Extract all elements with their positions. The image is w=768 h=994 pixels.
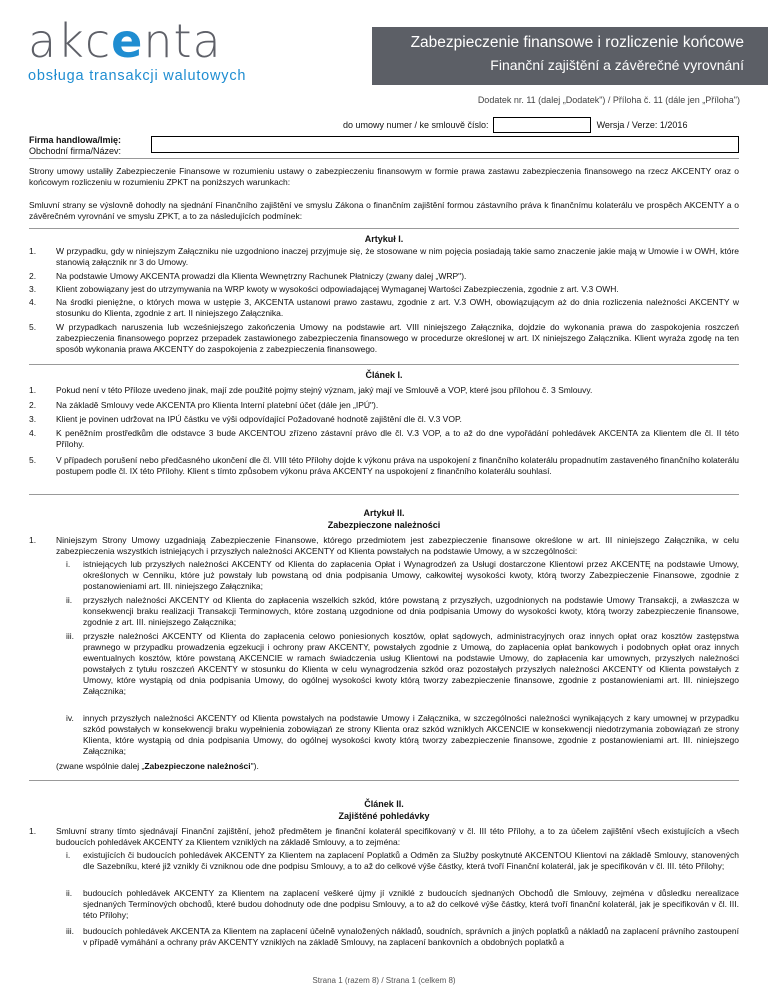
list-item: 1. Smluvní strany tímto sjednávají Finanční zajištění, jehož předmětem je finanční kolaterál specifikovaný v čl. III této Přílohy, a to za účelem zajištění všech existujících a všech budoucích pohledávek AKCENTY za Klientem vzniklých na základě Smlouvy, a to zejména: [29, 826, 739, 847]
version-label: Wersja / Verze: 1/2016 [596, 120, 688, 130]
contract-number-row [343, 117, 687, 133]
list-item: 1. Pokud není v této Příloze uvedeno jinak, mají zde použité pojmy stejný význam, jaký mají ve Smlouvě a VOP, které jsou přílohou č. 3 Smlouvy. [29, 385, 593, 395]
sub-item: ii. budoucích pohledávek AKCENTY za Klientem na zaplacení veškeré újmy jí vzniklé z budoucích sjednaných Obchodů dle Smlouvy, zejména v důsledku nerealizace sjednaných Termínových obchodů, které budou dohodnuty ode dne podpisu Smlouvy, a to až do celkové výše částky, která tvoří finanční kolaterál, jak je specifikován v čl. III. této Přílohy; [66, 888, 739, 920]
divider [29, 780, 739, 781]
list-item: 3. Klient zobowiązany jest do utrzymywania na WRP kwoty w wysokości odpowiadającej Wymaganej Wartości Zabezpieczenia, zgodnie z art. V.3 OWH. [29, 284, 619, 294]
intro-pl: Strony umowy ustaliły Zabezpieczenie Finansowe w rozumieniu ustawy o zabezpieczeniu finansowym w formie prawa zastawu zabezpieczenia finansowego na rzecz AKCENTY oraz o końcowym rozliczeniu w rozumieniu ZPKT na poniższych warunkach: [29, 166, 739, 187]
sub-item: iii. budoucích pohledávek AKCENTA za Klientem na zaplacení účelně vynaložených nákladů, soudních, správních a jiných poplatků a nákladů na zaplacení právního zastoupení v případě vymáhání a ochrany práv AKCENTY vzniklých na základě Smlouvy, na zaplacení bankovních a obdobných poplatků a [66, 926, 739, 947]
list-item: 2. Na podstawie Umowy AKCENTA prowadzi dla Klienta Wewnętrzny Rachunek Płatniczy (zwany dalej „WRP"). [29, 271, 467, 281]
list-item: 2. Na základě Smlouvy vede AKCENTA pro Klienta Interní platební účet (dále jen „IPÚ"). [29, 400, 379, 410]
article-2-pl-title: Artykuł II. [363, 508, 405, 518]
list-item: 5. V případech porušení nebo předčasného ukončení dle čl. VIII této Přílohy dojde k výkonu práva na uspokojení z finančního kolaterálu propadnutím zastaveného finančního kolaterálu postupem podle čl. IX této Přílohy. Klient s tímto způsobem výkonu práva AKCENTY na uspokojení z finančního kolaterálu souhlasí. [29, 455, 739, 476]
firm-label: Firma handlowa/Imię: Obchodní firma/Název: [29, 135, 122, 156]
sub-item: ii. przyszłych należności AKCENTY od Klienta do zapłacenia wszelkich szkód, które powstaną z przyszłych, uzgodnionych na podstawie Umowy Transakcji, a zwłaszcza w konsekwencji braku realizacji Transakcji Terminowych, które zostaną uzgodnione od dnia podpisania Umowy do wysokości kwoty, którą tworzy zabezpieczenie finansowe, zgodnie z art. III. niniejszego Załącznika; [66, 595, 739, 627]
akcenta-logo [28, 16, 246, 84]
sub-item: i. istniejących lub przyszłych należności AKCENTY od Klienta do zapłacenia Opłat i Wynagrodzeń za Usługi dostarczone Klientowi przez AKCENTĘ na podstawie Umowy, określonych w Cenniku, które już powstały lub powstaną od dnia podpisania Umowy, całkowitej wysokości kwoty, którą tworzy Zabezpieczenie Finansowe, zgodnie z postanowieniami art. III. niniejszego Załącznika; [66, 559, 739, 591]
article-2-cz-subtitle: Zajištěné pohledávky [338, 811, 430, 821]
title-cz: Finanční zajištění a závěrečné vyrovnání [490, 57, 744, 73]
intro-cz: Smluvní strany se výslovně dohodly na sjednání Finančního zajištění ve smyslu Zákona o finančním zajištění formou zástavního práva k finančnímu kolaterálu ve prospěch AKCENTY a o závěrečném vyrovnání ve smyslu ZPKT, a to za následujících podmínek: [29, 200, 739, 221]
list-item: 3. Klient je povinen udržovat na IPÚ částku ve výši odpovídající Požadované hodnotě zajištění dle čl. V.3 VOP. [29, 414, 462, 424]
divider [29, 158, 739, 159]
list-item: 1. W przypadku, gdy w niniejszym Załączniku nie uzgodniono inaczej przyjmuje się, że stosowane w nim pojęcia posiadają takie samo znaczenie jakie mają w Umowie i w OWH, które stanowią załącznik nr 3 do Umowy. [29, 246, 739, 267]
title-banner [372, 27, 768, 85]
logo-tagline: obsługa transakcji walutowych [28, 68, 247, 84]
page-footer: Strana 1 (razem 8) / Strana 1 (celkem 8) [312, 976, 456, 985]
firm-name-field[interactable] [151, 136, 739, 153]
title-pl: Zabezpieczenie finansowe i rozliczenie końcowe [410, 34, 744, 51]
contract-number-label: do umowy numer / ke smlouvě číslo: [343, 120, 489, 130]
logo-wordmark: akcenta [28, 14, 222, 68]
sub-item: iv. innych przyszłych należności AKCENTY od Klienta powstałych na podstawie Umowy i Załącznika, w szczególności należności wynikających z kary umownej w przypadku szkód powstałych w konsekwencji braku wypełnienia zobowiązań ze strony Klienta oraz szkód wzniklych AKCENCIE w konsekwencji niedotrzymania zobowiązań ze strony Klienta, które wystąpią od dnia podpisania Umowy, do ogólnej wysokości kwoty którą tworzy zabezpieczenie finansowe, zgodnie z postanowieniami art. III. niniejszego Załącznika; [66, 713, 739, 756]
list-item: 4. K peněžním prostředkům dle odstavce 3 bude AKCENTOU zřízeno zástavní právo dle čl. V.3 VOP, a to až do dne vypořádání pohledávek AKCENTA za Klientem dle čl. II této Přílohy. [29, 428, 739, 449]
sub-item: iii. przyszłe należności AKCENTY od Klienta do zapłacenia celowo poniesionych kosztów, opłat sądowych, administracyjnych oraz innych opłat oraz kosztów zastępstwa prawnego w przypadku prowadzenia egzekucji i ochrony praw AKCENTY, powstałych zgodnie z Umową, do zapłacenia opłat bankowych i podobnych opłat oraz innych ewentualnych kosztów, które powstaną AKCENCIE w ramach świadczenia usług Klientowi na podstawie Umowy, do zapłacenia kar umownych, przyszłych należności powstałych z tytułu roszczeń AKCENTY w stosunku do Klienta w celu wynagrodzenia szkód oraz pozostałych przyszłych należności AKCENTY od Klienta powstałych z Umowy, które wystąpią od dnia podpisania Umowy, do ogólnej wysokości kwoty którą tworzy zabezpieczenie finansowe, zgodnie z postanowieniami art. III. niniejszego Załącznika; [66, 631, 739, 696]
article-2-cz-title: Článek II. [364, 799, 404, 809]
list-item: 1. Niniejszym Strony Umowy uzgadniają Zabezpieczenie Finansowe, którego przedmiotem jest zabezpieczenie finansowe określone w art. III niniejszego Załącznika, w celu zabezpieczenia wszystkich istniejących i przyszłych należności AKCENTY od Klienta powstałych na podstawie Umowy, a w szczególności: [29, 535, 739, 556]
list-item: 5. W przypadkach naruszenia lub wcześniejszego zakończenia Umowy na podstawie art. VIII niniejszego Załącznika, dojdzie do wykonania prawa do zaspokojenia roszczeń zabezpieczenia finansowego poprzez przepadek zastawionego zabezpieczenia finansowego w procedurze określonej w art. IX niniejszego Załącznika. Klient wyraża zgodę na ten sposób wykonania prawa AKCENTY do zaspokojenia z zabezpieczenia finansowego. [29, 322, 739, 354]
article-1-pl-title: Artykuł I. [364, 234, 404, 244]
closing-note: (zwane wspólnie dalej „Zabezpieczone należności"). [56, 761, 259, 771]
divider [29, 494, 739, 495]
article-2-pl-subtitle: Zabezpieczone należności [327, 520, 441, 530]
list-item: 4. Na środki pieniężne, o których mowa w ustępie 3, AKCENTA ustanowi prawo zastawu, zgodnie z art. V.3 OWH, obowiązującym aż do dnia rozliczenia należności AKCENTY w stosunku do Klienta, zgodnie z art. II niniejszego Załącznika. [29, 297, 739, 318]
divider [29, 364, 739, 365]
sub-item: i. existujících či budoucích pohledávek AKCENTY za Klientem na zaplacení Poplatků a Odměn za Služby poskytnuté AKCENTOU Klientovi na základě Smlouvy, stanovených dle Sazebníku, které již vznikly či vzniknou ode dne podpisu Smlouvy, a to až do celkové výše částky, která tvoří Finanční kolaterál, jak je specifikován v čl. III. této Přílohy; [66, 850, 739, 871]
divider [29, 228, 739, 229]
addendum-label: Dodatek nr. 11 (dalej „Dodatek") / Příloha č. 11 (dále jen „Příloha") [477, 95, 740, 105]
article-1-cz-title: Článek I. [365, 370, 403, 380]
contract-number-field[interactable] [493, 117, 591, 133]
